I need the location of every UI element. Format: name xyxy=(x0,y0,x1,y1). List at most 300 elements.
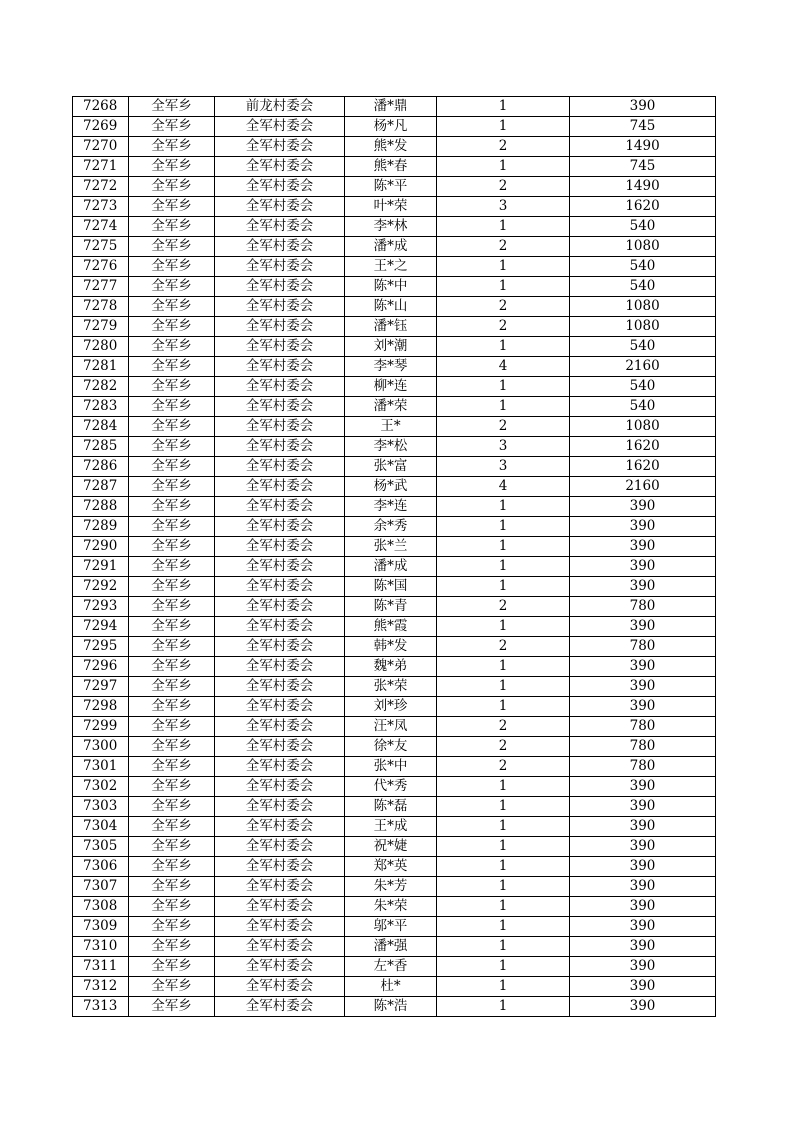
township-cell: 全军乡 xyxy=(129,317,215,337)
township-cell: 全军乡 xyxy=(129,897,215,917)
table-row xyxy=(73,437,716,457)
name-cell: 代*秀 xyxy=(345,777,437,797)
table-row xyxy=(73,277,716,297)
row-number-cell: 7281 xyxy=(73,357,129,377)
count-cell: 1 xyxy=(437,677,570,697)
amount-cell: 390 xyxy=(570,877,716,897)
township-cell: 全军乡 xyxy=(129,557,215,577)
village-committee-cell: 全军村委会 xyxy=(215,477,345,497)
row-number-cell: 7271 xyxy=(73,157,129,177)
name-cell: 汪*凤 xyxy=(345,717,437,737)
count-cell: 1 xyxy=(437,877,570,897)
name-cell: 陈*国 xyxy=(345,577,437,597)
row-number-cell: 7303 xyxy=(73,797,129,817)
village-committee-cell: 全军村委会 xyxy=(215,797,345,817)
township-cell: 全军乡 xyxy=(129,137,215,157)
count-cell: 1 xyxy=(437,697,570,717)
count-cell: 1 xyxy=(437,517,570,537)
amount-cell: 780 xyxy=(570,637,716,657)
table-row xyxy=(73,817,716,837)
name-cell: 刘*珍 xyxy=(345,697,437,717)
row-number-cell: 7300 xyxy=(73,737,129,757)
village-committee-cell: 全军村委会 xyxy=(215,257,345,277)
township-cell: 全军乡 xyxy=(129,637,215,657)
table-row xyxy=(73,337,716,357)
amount-cell: 390 xyxy=(570,837,716,857)
name-cell: 徐*友 xyxy=(345,737,437,757)
count-cell: 1 xyxy=(437,957,570,977)
township-cell: 全军乡 xyxy=(129,157,215,177)
village-committee-cell: 全军村委会 xyxy=(215,657,345,677)
table-row xyxy=(73,117,716,137)
township-cell: 全军乡 xyxy=(129,397,215,417)
name-cell: 杜* xyxy=(345,977,437,997)
table-row xyxy=(73,97,716,117)
table-row xyxy=(73,777,716,797)
township-cell: 全军乡 xyxy=(129,417,215,437)
township-cell: 全军乡 xyxy=(129,657,215,677)
row-number-cell: 7291 xyxy=(73,557,129,577)
count-cell: 1 xyxy=(437,537,570,557)
village-committee-cell: 全军村委会 xyxy=(215,917,345,937)
table-row xyxy=(73,917,716,937)
amount-cell: 390 xyxy=(570,857,716,877)
amount-cell: 1080 xyxy=(570,237,716,257)
amount-cell: 780 xyxy=(570,737,716,757)
village-committee-cell: 全军村委会 xyxy=(215,597,345,617)
table-row xyxy=(73,497,716,517)
village-committee-cell: 全军村委会 xyxy=(215,237,345,257)
table-row xyxy=(73,417,716,437)
count-cell: 1 xyxy=(437,817,570,837)
table-row xyxy=(73,137,716,157)
count-cell: 2 xyxy=(437,637,570,657)
village-committee-cell: 全军村委会 xyxy=(215,277,345,297)
amount-cell: 390 xyxy=(570,937,716,957)
township-cell: 全军乡 xyxy=(129,777,215,797)
row-number-cell: 7294 xyxy=(73,617,129,637)
row-number-cell: 7298 xyxy=(73,697,129,717)
row-number-cell: 7313 xyxy=(73,997,129,1017)
count-cell: 1 xyxy=(437,857,570,877)
amount-cell: 2160 xyxy=(570,477,716,497)
village-committee-cell: 全军村委会 xyxy=(215,557,345,577)
count-cell: 4 xyxy=(437,477,570,497)
village-committee-cell: 前龙村委会 xyxy=(215,97,345,117)
amount-cell: 390 xyxy=(570,497,716,517)
amount-cell: 390 xyxy=(570,677,716,697)
amount-cell: 390 xyxy=(570,917,716,937)
name-cell: 陈*平 xyxy=(345,177,437,197)
table-row xyxy=(73,597,716,617)
count-cell: 1 xyxy=(437,977,570,997)
name-cell: 潘*强 xyxy=(345,937,437,957)
village-committee-cell: 全军村委会 xyxy=(215,777,345,797)
row-number-cell: 7287 xyxy=(73,477,129,497)
amount-cell: 390 xyxy=(570,897,716,917)
amount-cell: 390 xyxy=(570,537,716,557)
amount-cell: 780 xyxy=(570,597,716,617)
township-cell: 全军乡 xyxy=(129,737,215,757)
township-cell: 全军乡 xyxy=(129,817,215,837)
table-row xyxy=(73,657,716,677)
township-cell: 全军乡 xyxy=(129,337,215,357)
count-cell: 2 xyxy=(437,717,570,737)
count-cell: 1 xyxy=(437,337,570,357)
name-cell: 潘*荣 xyxy=(345,397,437,417)
table-row xyxy=(73,877,716,897)
row-number-cell: 7279 xyxy=(73,317,129,337)
name-cell: 陈*青 xyxy=(345,597,437,617)
table-row xyxy=(73,937,716,957)
township-cell: 全军乡 xyxy=(129,297,215,317)
count-cell: 3 xyxy=(437,437,570,457)
township-cell: 全军乡 xyxy=(129,857,215,877)
table-row xyxy=(73,517,716,537)
name-cell: 张*富 xyxy=(345,457,437,477)
table-row xyxy=(73,377,716,397)
township-cell: 全军乡 xyxy=(129,917,215,937)
amount-cell: 390 xyxy=(570,517,716,537)
amount-cell: 1080 xyxy=(570,417,716,437)
village-committee-cell: 全军村委会 xyxy=(215,717,345,737)
village-committee-cell: 全军村委会 xyxy=(215,197,345,217)
amount-cell: 540 xyxy=(570,337,716,357)
table-row xyxy=(73,177,716,197)
row-number-cell: 7283 xyxy=(73,397,129,417)
row-number-cell: 7309 xyxy=(73,917,129,937)
name-cell: 潘*鼎 xyxy=(345,97,437,117)
table-row xyxy=(73,617,716,637)
name-cell: 李*松 xyxy=(345,437,437,457)
name-cell: 王* xyxy=(345,417,437,437)
amount-cell: 390 xyxy=(570,617,716,637)
township-cell: 全军乡 xyxy=(129,677,215,697)
table-row xyxy=(73,237,716,257)
township-cell: 全军乡 xyxy=(129,457,215,477)
village-committee-cell: 全军村委会 xyxy=(215,577,345,597)
amount-cell: 390 xyxy=(570,797,716,817)
row-number-cell: 7282 xyxy=(73,377,129,397)
name-cell: 陈*山 xyxy=(345,297,437,317)
row-number-cell: 7280 xyxy=(73,337,129,357)
count-cell: 2 xyxy=(437,757,570,777)
table-row xyxy=(73,797,716,817)
table-row xyxy=(73,997,716,1017)
village-committee-cell: 全军村委会 xyxy=(215,677,345,697)
township-cell: 全军乡 xyxy=(129,257,215,277)
amount-cell: 390 xyxy=(570,957,716,977)
township-cell: 全军乡 xyxy=(129,537,215,557)
township-cell: 全军乡 xyxy=(129,437,215,457)
name-cell: 郑*英 xyxy=(345,857,437,877)
count-cell: 1 xyxy=(437,397,570,417)
count-cell: 2 xyxy=(437,597,570,617)
name-cell: 李*琴 xyxy=(345,357,437,377)
amount-cell: 390 xyxy=(570,997,716,1017)
name-cell: 朱*荣 xyxy=(345,897,437,917)
village-committee-cell: 全军村委会 xyxy=(215,417,345,437)
name-cell: 杨*凡 xyxy=(345,117,437,137)
amount-cell: 390 xyxy=(570,777,716,797)
row-number-cell: 7307 xyxy=(73,877,129,897)
name-cell: 王*成 xyxy=(345,817,437,837)
village-committee-cell: 全军村委会 xyxy=(215,457,345,477)
count-cell: 2 xyxy=(437,177,570,197)
name-cell: 熊*霞 xyxy=(345,617,437,637)
count-cell: 1 xyxy=(437,217,570,237)
count-cell: 1 xyxy=(437,557,570,577)
table-row xyxy=(73,737,716,757)
township-cell: 全军乡 xyxy=(129,997,215,1017)
village-committee-cell: 全军村委会 xyxy=(215,157,345,177)
row-number-cell: 7305 xyxy=(73,837,129,857)
amount-cell: 540 xyxy=(570,397,716,417)
village-committee-cell: 全军村委会 xyxy=(215,437,345,457)
table-row xyxy=(73,557,716,577)
count-cell: 1 xyxy=(437,497,570,517)
row-number-cell: 7308 xyxy=(73,897,129,917)
row-number-cell: 7277 xyxy=(73,277,129,297)
name-cell: 陈*中 xyxy=(345,277,437,297)
row-number-cell: 7312 xyxy=(73,977,129,997)
name-cell: 潘*成 xyxy=(345,557,437,577)
count-cell: 1 xyxy=(437,157,570,177)
table-row xyxy=(73,357,716,377)
count-cell: 1 xyxy=(437,277,570,297)
count-cell: 1 xyxy=(437,797,570,817)
village-committee-cell: 全军村委会 xyxy=(215,997,345,1017)
village-committee-cell: 全军村委会 xyxy=(215,857,345,877)
township-cell: 全军乡 xyxy=(129,877,215,897)
township-cell: 全军乡 xyxy=(129,617,215,637)
row-number-cell: 7278 xyxy=(73,297,129,317)
township-cell: 全军乡 xyxy=(129,977,215,997)
row-number-cell: 7269 xyxy=(73,117,129,137)
table-row xyxy=(73,257,716,277)
table-row xyxy=(73,577,716,597)
table-row xyxy=(73,697,716,717)
village-committee-cell: 全军村委会 xyxy=(215,977,345,997)
count-cell: 1 xyxy=(437,577,570,597)
row-number-cell: 7285 xyxy=(73,437,129,457)
row-number-cell: 7310 xyxy=(73,937,129,957)
row-number-cell: 7297 xyxy=(73,677,129,697)
count-cell: 2 xyxy=(437,297,570,317)
village-committee-cell: 全军村委会 xyxy=(215,317,345,337)
township-cell: 全军乡 xyxy=(129,757,215,777)
count-cell: 3 xyxy=(437,197,570,217)
amount-cell: 540 xyxy=(570,277,716,297)
village-committee-cell: 全军村委会 xyxy=(215,937,345,957)
name-cell: 刘*潮 xyxy=(345,337,437,357)
table-row xyxy=(73,297,716,317)
village-committee-cell: 全军村委会 xyxy=(215,497,345,517)
village-committee-cell: 全军村委会 xyxy=(215,117,345,137)
row-number-cell: 7290 xyxy=(73,537,129,557)
row-number-cell: 7275 xyxy=(73,237,129,257)
village-committee-cell: 全军村委会 xyxy=(215,337,345,357)
amount-cell: 780 xyxy=(570,757,716,777)
row-number-cell: 7295 xyxy=(73,637,129,657)
village-committee-cell: 全军村委会 xyxy=(215,137,345,157)
row-number-cell: 7301 xyxy=(73,757,129,777)
village-committee-cell: 全军村委会 xyxy=(215,377,345,397)
name-cell: 陈*浩 xyxy=(345,997,437,1017)
name-cell: 熊*发 xyxy=(345,137,437,157)
name-cell: 陈*磊 xyxy=(345,797,437,817)
village-committee-cell: 全军村委会 xyxy=(215,357,345,377)
amount-cell: 390 xyxy=(570,697,716,717)
name-cell: 柳*连 xyxy=(345,377,437,397)
township-cell: 全军乡 xyxy=(129,697,215,717)
village-committee-cell: 全军村委会 xyxy=(215,517,345,537)
count-cell: 1 xyxy=(437,657,570,677)
township-cell: 全军乡 xyxy=(129,217,215,237)
count-cell: 2 xyxy=(437,737,570,757)
table-row xyxy=(73,957,716,977)
village-committee-cell: 全军村委会 xyxy=(215,957,345,977)
township-cell: 全军乡 xyxy=(129,937,215,957)
amount-cell: 390 xyxy=(570,657,716,677)
township-cell: 全军乡 xyxy=(129,497,215,517)
name-cell: 朱*芳 xyxy=(345,877,437,897)
row-number-cell: 7304 xyxy=(73,817,129,837)
count-cell: 1 xyxy=(437,897,570,917)
table-row xyxy=(73,157,716,177)
name-cell: 邬*平 xyxy=(345,917,437,937)
row-number-cell: 7276 xyxy=(73,257,129,277)
amount-cell: 540 xyxy=(570,217,716,237)
amount-cell: 390 xyxy=(570,557,716,577)
amount-cell: 540 xyxy=(570,257,716,277)
village-committee-cell: 全军村委会 xyxy=(215,297,345,317)
name-cell: 李*连 xyxy=(345,497,437,517)
village-committee-cell: 全军村委会 xyxy=(215,697,345,717)
village-committee-cell: 全军村委会 xyxy=(215,897,345,917)
amount-cell: 1620 xyxy=(570,437,716,457)
count-cell: 3 xyxy=(437,457,570,477)
count-cell: 2 xyxy=(437,417,570,437)
name-cell: 祝*婕 xyxy=(345,837,437,857)
row-number-cell: 7296 xyxy=(73,657,129,677)
count-cell: 1 xyxy=(437,617,570,637)
amount-cell: 390 xyxy=(570,97,716,117)
township-cell: 全军乡 xyxy=(129,597,215,617)
count-cell: 2 xyxy=(437,137,570,157)
table-row xyxy=(73,837,716,857)
township-cell: 全军乡 xyxy=(129,357,215,377)
township-cell: 全军乡 xyxy=(129,97,215,117)
amount-cell: 2160 xyxy=(570,357,716,377)
count-cell: 1 xyxy=(437,377,570,397)
row-number-cell: 7288 xyxy=(73,497,129,517)
table-body xyxy=(73,97,716,1017)
row-number-cell: 7284 xyxy=(73,417,129,437)
village-committee-cell: 全军村委会 xyxy=(215,837,345,857)
township-cell: 全军乡 xyxy=(129,277,215,297)
count-cell: 1 xyxy=(437,777,570,797)
name-cell: 潘*钰 xyxy=(345,317,437,337)
row-number-cell: 7274 xyxy=(73,217,129,237)
row-number-cell: 7293 xyxy=(73,597,129,617)
table-row xyxy=(73,857,716,877)
name-cell: 叶*荣 xyxy=(345,197,437,217)
township-cell: 全军乡 xyxy=(129,117,215,137)
table-row xyxy=(73,897,716,917)
name-cell: 潘*成 xyxy=(345,237,437,257)
amount-cell: 390 xyxy=(570,577,716,597)
table-row xyxy=(73,197,716,217)
table-row xyxy=(73,217,716,237)
table-row xyxy=(73,457,716,477)
amount-cell: 390 xyxy=(570,817,716,837)
name-cell: 张*中 xyxy=(345,757,437,777)
data-table xyxy=(72,96,716,1017)
amount-cell: 1080 xyxy=(570,297,716,317)
count-cell: 4 xyxy=(437,357,570,377)
name-cell: 左*香 xyxy=(345,957,437,977)
name-cell: 王*之 xyxy=(345,257,437,277)
count-cell: 2 xyxy=(437,237,570,257)
row-number-cell: 7289 xyxy=(73,517,129,537)
name-cell: 魏*弟 xyxy=(345,657,437,677)
count-cell: 1 xyxy=(437,837,570,857)
name-cell: 熊*春 xyxy=(345,157,437,177)
township-cell: 全军乡 xyxy=(129,797,215,817)
village-committee-cell: 全军村委会 xyxy=(215,817,345,837)
village-committee-cell: 全军村委会 xyxy=(215,757,345,777)
table-row xyxy=(73,977,716,997)
amount-cell: 1490 xyxy=(570,137,716,157)
row-number-cell: 7311 xyxy=(73,957,129,977)
township-cell: 全军乡 xyxy=(129,477,215,497)
row-number-cell: 7306 xyxy=(73,857,129,877)
amount-cell: 390 xyxy=(570,977,716,997)
township-cell: 全军乡 xyxy=(129,517,215,537)
table-row xyxy=(73,537,716,557)
count-cell: 2 xyxy=(437,317,570,337)
amount-cell: 1620 xyxy=(570,197,716,217)
count-cell: 1 xyxy=(437,937,570,957)
count-cell: 1 xyxy=(437,997,570,1017)
amount-cell: 1490 xyxy=(570,177,716,197)
township-cell: 全军乡 xyxy=(129,717,215,737)
name-cell: 张*兰 xyxy=(345,537,437,557)
table-row xyxy=(73,717,716,737)
row-number-cell: 7302 xyxy=(73,777,129,797)
village-committee-cell: 全军村委会 xyxy=(215,537,345,557)
township-cell: 全军乡 xyxy=(129,837,215,857)
village-committee-cell: 全军村委会 xyxy=(215,217,345,237)
table-row xyxy=(73,397,716,417)
count-cell: 1 xyxy=(437,917,570,937)
village-committee-cell: 全军村委会 xyxy=(215,397,345,417)
township-cell: 全军乡 xyxy=(129,577,215,597)
amount-cell: 745 xyxy=(570,157,716,177)
name-cell: 张*荣 xyxy=(345,677,437,697)
village-committee-cell: 全军村委会 xyxy=(215,877,345,897)
row-number-cell: 7270 xyxy=(73,137,129,157)
name-cell: 李*林 xyxy=(345,217,437,237)
village-committee-cell: 全军村委会 xyxy=(215,617,345,637)
name-cell: 韩*发 xyxy=(345,637,437,657)
township-cell: 全军乡 xyxy=(129,197,215,217)
village-committee-cell: 全军村委会 xyxy=(215,637,345,657)
row-number-cell: 7292 xyxy=(73,577,129,597)
row-number-cell: 7273 xyxy=(73,197,129,217)
count-cell: 1 xyxy=(437,97,570,117)
